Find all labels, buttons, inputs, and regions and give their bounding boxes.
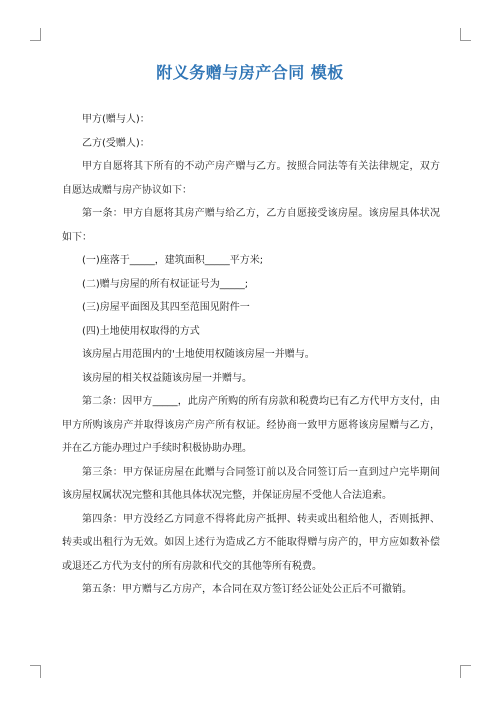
- document-body: [62, 108, 440, 602]
- related-rights-paragraph: 该房屋的相关权益随该房屋一并赠与。: [82, 372, 252, 384]
- article-3-paragraph: 第三条：甲方保证房屋在此赠与合同签订前以及合同签订后一直到过户完毕期间该房屋权属状况完整和其他具体状况完整，并保证房屋不受他人合法追索。: [62, 466, 440, 501]
- item-4-land-use: (四)土地使用权取得的方式: [82, 325, 200, 337]
- corner-mark-top-right: [460, 28, 471, 41]
- party-b-line: 乙方(受赠人)：: [82, 137, 150, 149]
- party-a-line: 甲方(赠与人)：: [82, 114, 150, 125]
- item-2-certificate: (二)赠与房屋的所有权证证号为_____;: [82, 278, 249, 290]
- article-4-paragraph: 第四条：甲方没经乙方同意不得将此房产抵押、转卖或出租给他人，否则抵押、转卖或出租行为无效。如因上述行为造成乙方不能取得赠与房产的，甲方应如数补偿或退还乙方代为支付的所有房款和代交的其他等所有税费。: [62, 513, 440, 572]
- land-use-right-paragraph: 该房屋占用范围内的'土地使用权随该房屋一并赠与。: [82, 349, 315, 360]
- corner-mark-top-left: [30, 28, 41, 41]
- corner-mark-bottom-right: [460, 665, 471, 678]
- corner-mark-bottom-left: [30, 665, 41, 678]
- article-1-paragraph: 第一条：甲方自愿将其房产赠与给乙方，乙方自愿接受该房屋。该房屋具体状况如下：: [62, 208, 440, 243]
- item-3-floor-plan: (三)房屋平面图及其四至范围见附件一: [82, 302, 250, 313]
- item-1-location: (一)座落于_____，建筑面积_____平方米;: [82, 255, 264, 266]
- document-title: 附义务赠与房产合同 模板: [156, 63, 344, 82]
- preamble-paragraph: 甲方自愿将其下所有的不动产房产赠与乙方。按照合同法等有关法律规定，双方自愿达成赠与房产协议如下：: [62, 161, 440, 196]
- article-5-paragraph: 第五条：甲方赠与乙方房产，本合同在双方签订经公证处公正后不可撤销。: [82, 584, 412, 595]
- article-2-paragraph: 第二条：因甲方_____，此房产所购的所有房款和税费均已有乙方代甲方支付，由甲方所购该房产并取得该房产房产所有权证。经协商一致甲方愿将该房屋赠与乙方，并在乙方能办理过户手续时积极协助办理。: [62, 396, 440, 454]
